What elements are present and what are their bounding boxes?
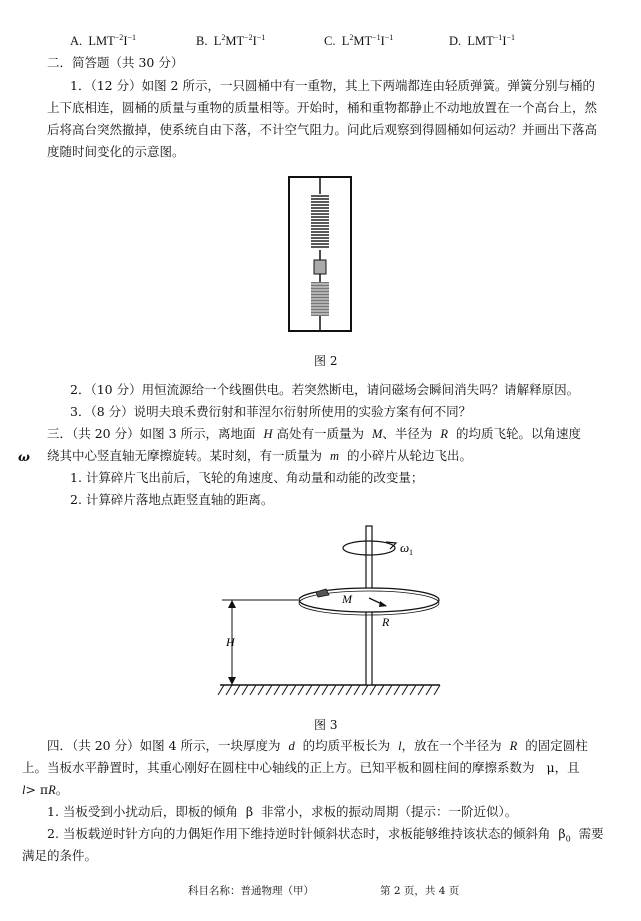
option-c: C. $L^2MT^{-1}I^{-1}$ (324, 33, 394, 49)
figure-2-spring-cylinder (288, 176, 352, 332)
option-d: D. $LMT^{-1}I^{-1}$ (449, 33, 515, 49)
section3-item2: 2. 计算碎片落地点距竖直轴的距离。 (70, 492, 274, 507)
option-a: A. $LMT^{-2}I^{-1}$ (70, 33, 136, 49)
height-label: H (226, 635, 235, 649)
section4-line2: 上。当板水平静置时，其重心刚好在圆柱中心轴线的正上方。已知平板和圆柱间的摩擦系数为 μ，且 (22, 760, 580, 775)
q1-line4: 度随时间变化的示意图。 (47, 144, 185, 159)
footer-subject: 科目名称：普通物理（甲） (188, 885, 314, 897)
mass-label: M (342, 592, 352, 606)
section4-line3: l> πR。 (22, 782, 69, 797)
section3-line1: 三．（共 20 分）如图 3 所示，离地面 H 高处有一质量为 M、半径为 R 的均质飞轮。以角速度 (47, 426, 581, 441)
section4-item2: 2. 当板载逆时针方向的力偶矩作用下维持逆时针倾斜状态时，求板能够维持该状态的倾斜角 $\beta_0$ 需要 (47, 826, 604, 844)
radius-label: R (382, 615, 390, 629)
q1-line2: 上下底相连，圆桶的质量与重物的质量相等。开始时，桶和重物都静止不动地放置在一个高台上，然 (47, 100, 598, 115)
footer-page: 第 2 页，共 4 页 (380, 885, 460, 897)
q1-line3: 后将高台突然撤掉，使系统自由下落，不计空气阻力。问此后观察到得圆桶如何运动？并画出下落高 (47, 122, 598, 137)
q1-line1: 1．（12 分）如图 2 所示，一只圆桶中有一重物，其上下两端都连由轻质弹簧。弹簧分别与桶的 (70, 78, 595, 93)
section4-item1: 1. 当板受到小扰动后，即板的倾角 β 非常小，求板的振动周期（提示：一阶近似）。 (47, 804, 518, 819)
section4-line1: 四．（共 20 分）如图 4 所示，一块厚度为 d 的均质平板长为 l，放在一个半径为 R 的固定圆柱 (47, 738, 588, 753)
omega-label: ω (400, 540, 410, 555)
q3-text: 3．（8 分）说明夫琅禾费衍射和菲涅尔衍射所使用的实验方案有何不同？ (70, 404, 472, 419)
figure-3-flywheel (210, 522, 450, 702)
section4-item2-cont: 满足的条件。 (22, 848, 98, 863)
section2-title: 二．简答题（共 30 分） (47, 55, 184, 70)
omega-subscript: 1 (409, 548, 413, 557)
q2-text: 2．（10 分）用恒流源给一个线圈供电。若突然断电，请问磁场会瞬间消失吗？请解释原因。 (70, 382, 580, 397)
option-b: B. $L^2MT^{-2}I^{-1}$ (196, 33, 266, 49)
margin-omega-mark: ω (18, 449, 30, 464)
figure-3-caption: 图 3 (314, 718, 338, 732)
figure-2-caption: 图 2 (314, 354, 338, 368)
section3-line2: 绕其中心竖直轴无摩擦旋转。某时刻，有一质量为 m 的小碎片从轮边飞出。 (47, 448, 472, 463)
section3-item1: 1. 计算碎片飞出前后，飞轮的角速度、角动量和动能的改变量； (70, 470, 424, 485)
